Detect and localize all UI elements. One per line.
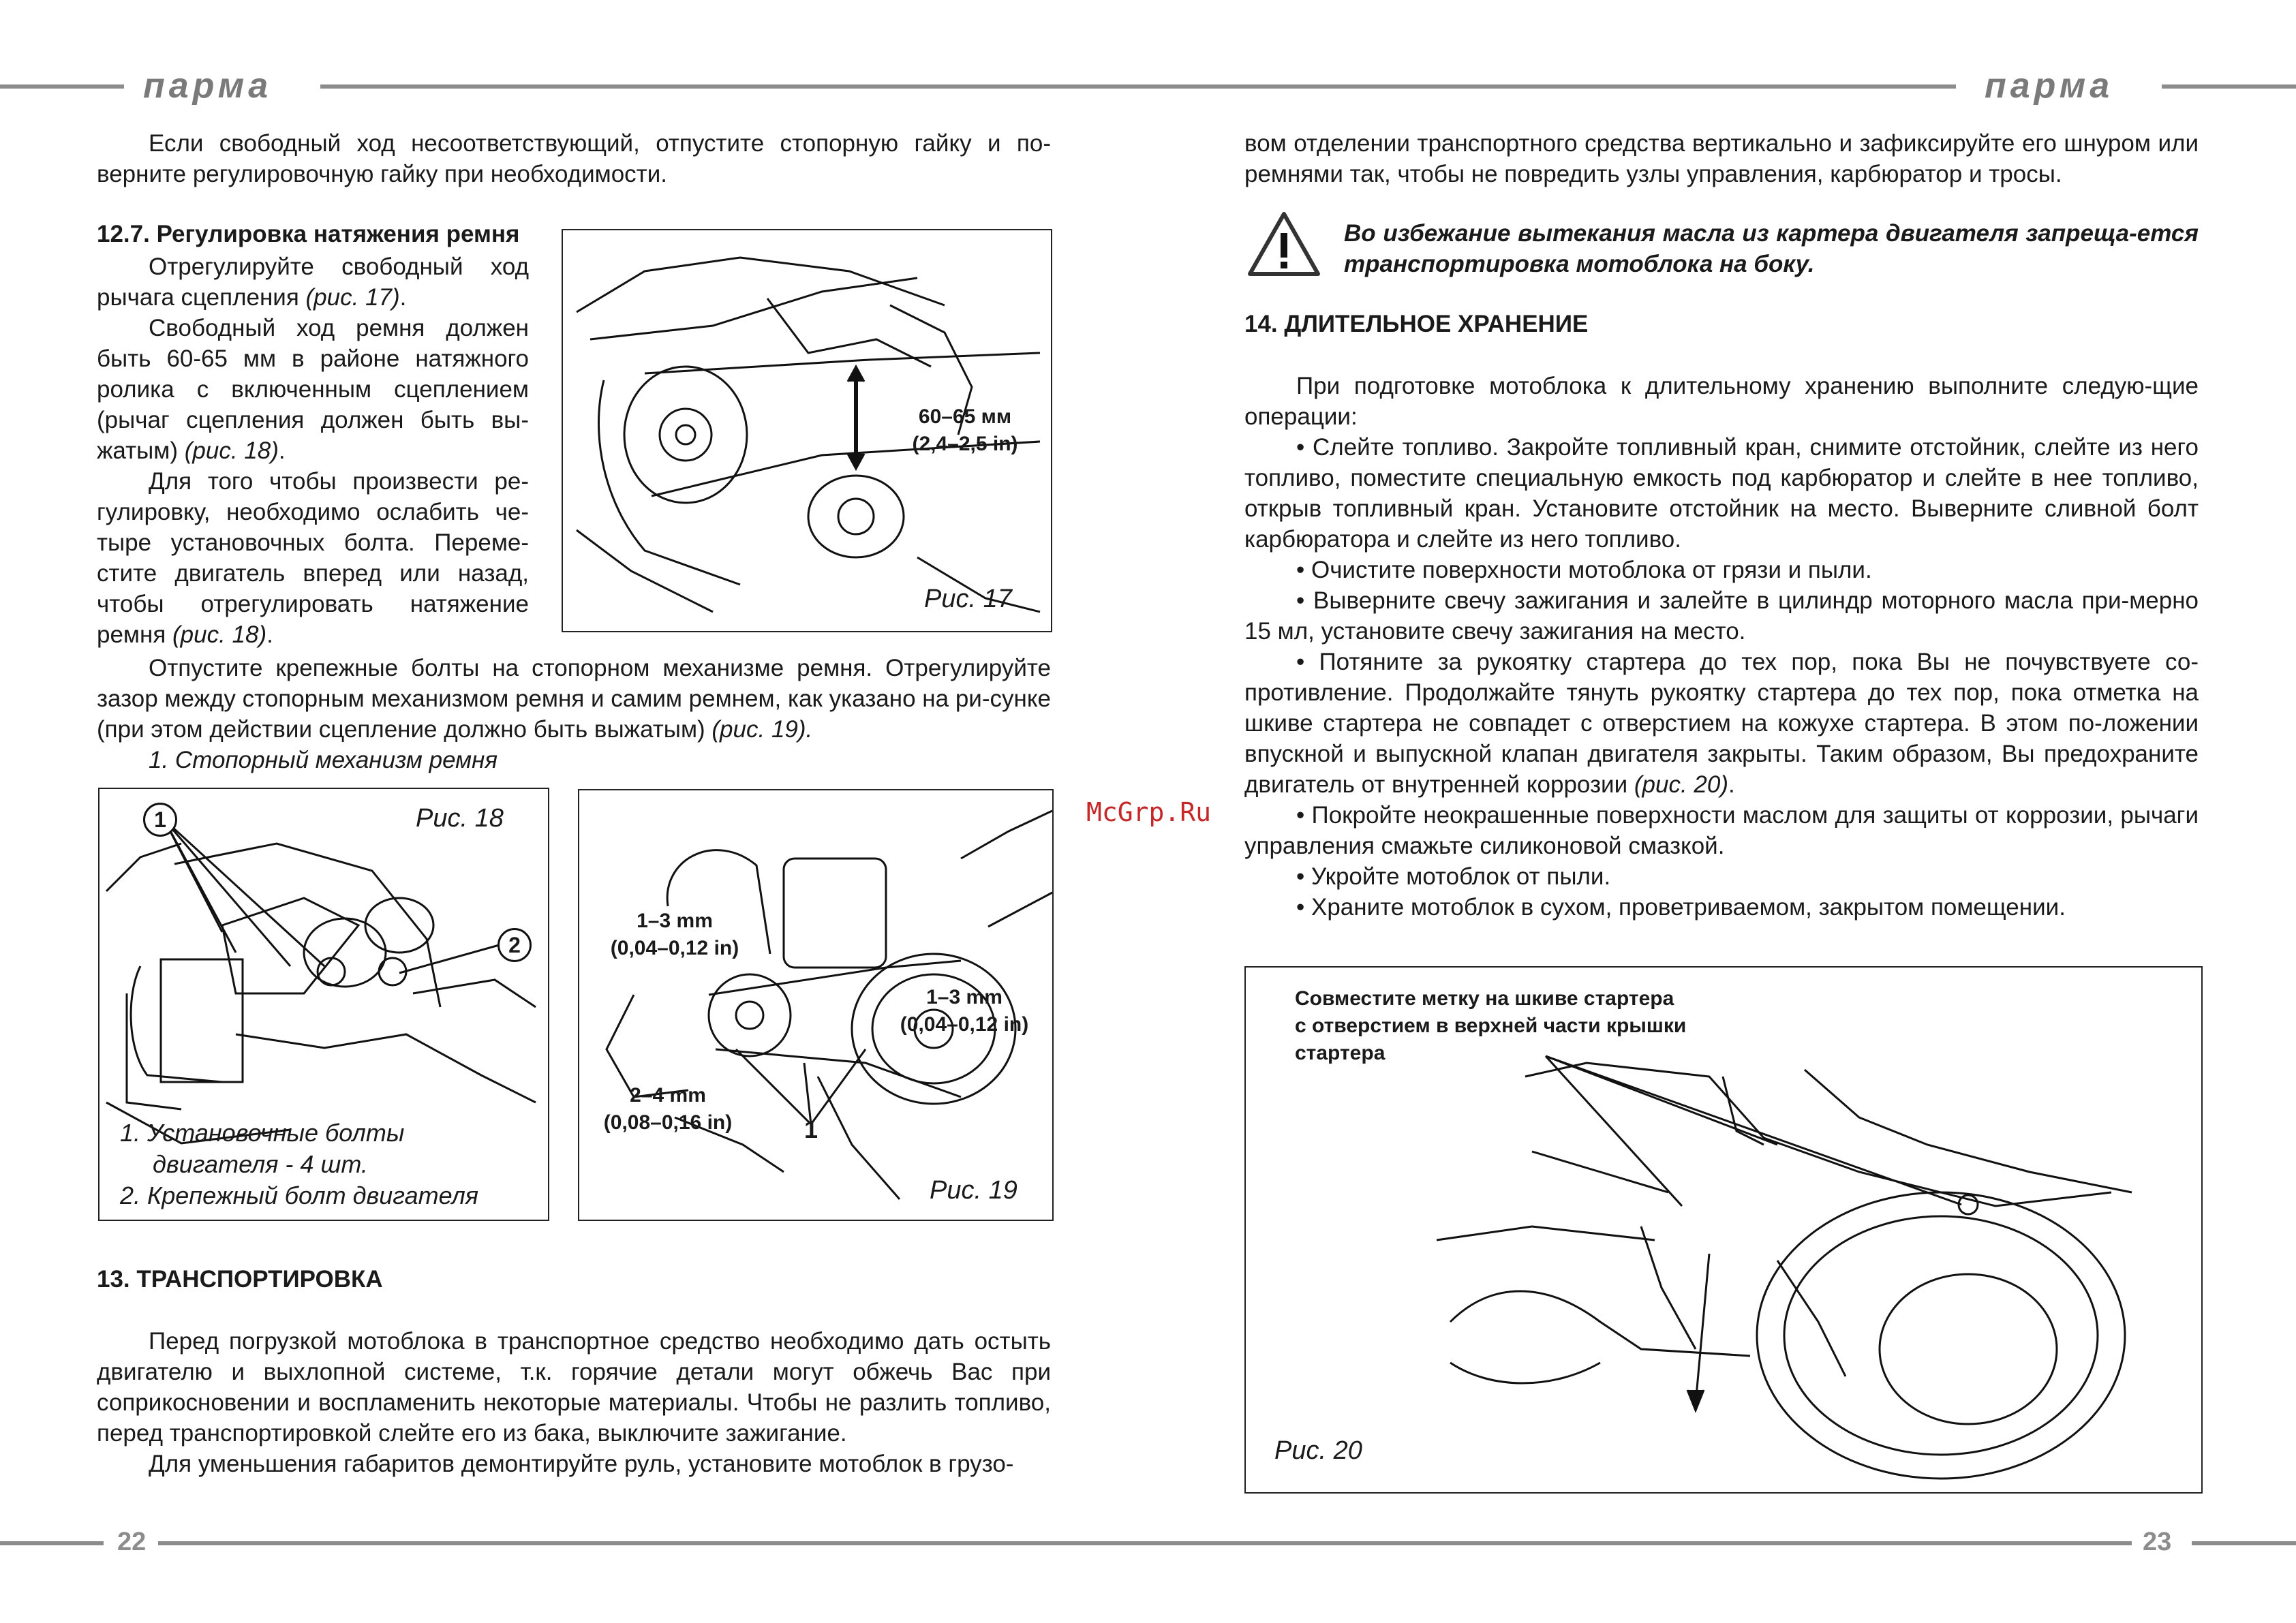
fig20-caption: Рис. 20 <box>1274 1436 1362 1465</box>
section-13-text: Перед погрузкой мотоблока в транспортное средство необходимо дать остыть двигателю и выхлопной системе, т.к. горячие детали могут обжечь Вас при соприкосновении и воспламенить некоторые материалы. Чтобы не разлить топливо, перед транспортировкой слейте его из бака, выключите зажигание. Для уменьшения габаритов демонтируйте руль, установите мотоблок в грузо- <box>97 1328 1051 1477</box>
fig17-measure: 60–65 мм (2,4–2,5 in) <box>912 405 1018 455</box>
storage-step-3: • Выверните свечу зажигания и залейте в цилиндр моторного масла при-мерно 15 мл, установите свечу зажигания на место. <box>1244 587 2199 645</box>
storage-step-2: • Очистите поверхности мотоблока от грязи и пыли. <box>1296 557 1872 583</box>
fig18-callout-1: 1 <box>143 803 177 837</box>
fig19-gap-c: 2–4 mm (0,08–0,16 in) <box>603 1084 733 1134</box>
brand-logo-left: парма <box>143 66 273 106</box>
section-13-title: 13. ТРАНСПОРТИРОВКА <box>97 1266 383 1293</box>
figure-17 <box>562 229 1052 632</box>
footer-rule-right <box>2192 1541 2296 1545</box>
fig19-gap-a: 1–3 mm (0,04–0,12 in) <box>610 910 739 959</box>
fig20-instruction: Совместите метку на шкиве стартера с отверстием в верхней части крышки стартера <box>1295 987 1687 1064</box>
figure-20 <box>1244 966 2203 1494</box>
section-12-7-full: Отпустите крепежные болты на стопорном механизме ремня. Отрегулируйте зазор между стопорным механизмом ремня и самим ремнем, как указано на ри-сунке (при этом действии сцепление должно быть выжатым) (рис. 19). 1. Стопорный механизм ремня <box>97 653 1051 775</box>
section-14-text: При подготовке мотоблока к длительному хранению выполните следую-щие операции: • Слейте топливо. Закройте топливный кран, снимите отстойник, слейте из него топливо, поместите специальную емкость под карбюратор и слейте в нее топливо, открыв топливный кран. Установите отстойник на место. Выверните сливной болт карбюратора и слейте из него топливо. • Очистите поверхности мотоблока от грязи и пыли. • Выверните свечу зажигания и залейте в цилиндр моторного масла при-мерно 15 мл, установите свечу зажигания на место. • Потяните за рукоятку стартера до тех пор, пока Вы не почувствуете со-противление. Продолжайте тянуть рукоятку стартера до тех пор, пока отметка на шкиве стартера не совпадет с отверстием на кожухе стартера. В этом по-ложении впускной и выпускной клапан двигателя закрыты. Таким образом, Вы предохраните двигатель от внутренней коррозии (рис. 20). • Покройте неокрашенные поверхности маслом для защиты от коррозии, рычаги управления смажьте силиконовой смазкой. • Укройте мотоблок от пыли. • Храните мотоблок в сухом, проветриваемом, закрытом помещении. <box>1244 371 2199 923</box>
fig18-callout-2: 2 <box>498 928 532 962</box>
section-12-7-column: Отрегулируйте свободный ход рычага сцепления (рис. 17). Свободный ход ремня должен быть 60-65 мм в районе натяжного ролика с включенным сцеплением (рычаг сцепления должен быть вы-жатым) (рис. 18). Для того чтобы произвести ре-гулировку, необходимо ослабить че-тыре установочных болта. Переме-стите двигатель вперед или назад, чтобы отрегулировать натяжение ремня (рис. 18). <box>97 253 529 648</box>
storage-step-7: • Храните мотоблок в сухом, проветриваемом, закрытом помещении. <box>1296 894 2066 921</box>
page-number-right: 23 <box>2143 1528 2172 1556</box>
storage-step-5: • Покройте неокрашенные поверхности маслом для защиты от коррозии, рычаги управления смажьте силиконовой смазкой. <box>1244 802 2199 859</box>
section-14-title: 14. ДЛИТЕЛЬНОЕ ХРАНЕНИЕ <box>1244 311 1589 337</box>
header-rule-right <box>2162 84 2296 89</box>
fig19-gap-b: 1–3 mm (0,04–0,12 in) <box>900 986 1029 1036</box>
storage-step-6: • Укройте мотоблок от пыли. <box>1296 863 1611 890</box>
storage-step-4: • Потяните за рукоятку стартера до тех пор, пока Вы не почувствуете со-противление. Продолжайте тянуть рукоятку стартера до тех пор, пока отметка на шкиве стартера не совпадет с отверстием на кожухе стартера. В этом по-ложении впускной и выпускной клапан двигателя закрыты. Таким образом, Вы предохраните двигатель от внутренней коррозии (рис. 20). <box>1244 649 2199 798</box>
fig19-caption: Рис. 19 <box>930 1176 1017 1205</box>
brand-logo-right: парма <box>1985 66 2114 106</box>
ref-fig17: (рис. 17) <box>305 284 400 311</box>
warning-icon <box>1246 210 1322 278</box>
fig18-caption: Рис. 18 <box>416 804 504 833</box>
header-rule-left-a <box>0 84 124 89</box>
section-12-7-title: 12.7. Регулировка натяжения ремня <box>97 221 520 247</box>
storage-step-1: • Слейте топливо. Закройте топливный кран, снимите отстойник, слейте из него топливо, поместите специальную емкость под карбюратор и слейте в нее топливо, открыв топливный кран. Установите отстойник на место. Выверните сливной болт карбюратора и слейте из него топливо. <box>1244 434 2199 553</box>
intro-paragraph: Если свободный ход несоответствующий, отпустите стопорную гайку и по-верните регулировочную гайку при необходимости. <box>97 130 1051 187</box>
header-rule-left-b <box>320 84 1956 89</box>
page-number-left: 22 <box>117 1528 147 1556</box>
figure-18 <box>98 788 549 1221</box>
footer-rule-left-a <box>0 1541 104 1545</box>
fig17-caption: Рис. 17 <box>924 585 1012 613</box>
ref-fig20: (рис. 20) <box>1634 771 1728 798</box>
fig19-number: 1 <box>803 1115 818 1143</box>
warning-text: Во избежание вытекания масла из картера двигателя запреща-ется транспортировка мотоблока на боку. <box>1344 220 2199 277</box>
fig18-legend: 1. Установочные болты двигателя - 4 шт. 2. Крепежный болт двигателя <box>120 1119 479 1209</box>
ref-fig19: (рис. 19). <box>711 716 813 743</box>
ref-fig18b: (рис. 18) <box>172 621 267 648</box>
footer-rule-mid <box>158 1541 2132 1545</box>
watermark: McGrp.Ru <box>1086 797 1212 827</box>
figure-19 <box>578 789 1054 1221</box>
transport-continued: вом отделении транспортного средства вертикально и зафиксируйте его шнуром или ремнями так, чтобы не повредить узлы управления, карбюратор и тросы. <box>1244 130 2199 187</box>
belt-lock-note: 1. Стопорный механизм ремня <box>149 747 498 773</box>
ref-fig18: (рис. 18) <box>184 437 279 464</box>
